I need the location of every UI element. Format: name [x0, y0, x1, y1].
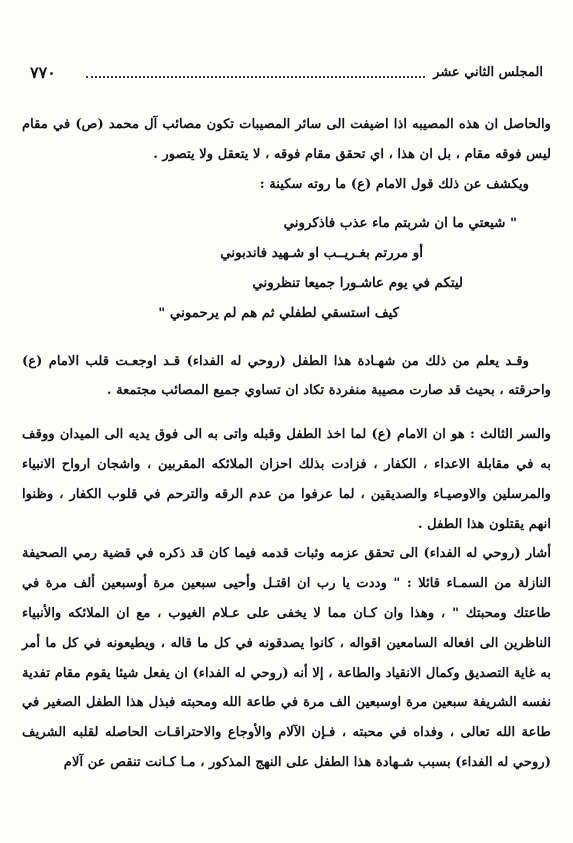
poem-line-1: " شيعتي ما ان شربتم ماء عذب فاذكروني	[283, 215, 517, 232]
poem-line-3: ليتكم في يوم عاشـورا جميعا تنظروني	[252, 274, 463, 291]
paragraph-3: وقـد يعلم من ذلك من شهـادة هذا الطفل (روحي له الفداء) قـد اوجعـت قلب الامام (ع) واحرقته ، بحيث قد صارت مصيبة منفردة تكاد ان تساوي جميع المصائب مجتمعة .	[22, 353, 551, 399]
page-header	[30, 60, 543, 84]
spacer	[22, 406, 551, 420]
poem-line-2: أو مررتم بغـريــب او شـهيد فاندبوني	[220, 245, 423, 262]
header-dotted-leader	[86, 66, 425, 78]
page-number: ٧٧٠	[30, 62, 56, 82]
page-body	[22, 110, 551, 778]
running-title: المجلس الثاني عشر	[433, 64, 543, 80]
poem-line-4: كيف استسقي لطفلي ثم هم لم يرحموني "	[158, 304, 399, 321]
paragraph-2: ويكشف عن ذلك قول الامام (ع) ما روته سكينة :	[259, 176, 529, 192]
paragraph-5: أشار (روحي له الفداء) الى تحقق عزمه وثبات قدمه فيما كان قد ذكره في قضية رمي الصحيفة النازلة من السمـاء قائلا : " وددت يا رب ان اقتـل وأحيى سبعين مرة أوسبعين ألف مرة في طاعتك ومحبتك " ، وهذا وان كـان مما لا يخفى على عـلام الغيوب ، مع ان الملائكه والأنبياء الناظرين الى افعاله السامعين اقواله ، كانوا يصدقونه في كل ما قاله ، ويطيعونه في كل ما أمر به غاية التصديق وكمال الانقياد والطاعة ، إلا أنه (روحي له الفداء) ان يفعل شيئا يقوم مقام تفدية نفسه الشريفة سبعين مرة اوسبعين الف مرة في طاعة الله ومحبته فبذل هذا الطفل الصغير في طاعة الله تعالى ، وفداه في محبته ، فـإن الآلام والأوجاع والاحتراقـات الحاصله لقلبه الشريف (روحي له الفداء) بسبب شـهادة هذا الطفل على النهج المذكور ، مـا كـانت تنقص عن آلام	[22, 546, 551, 770]
paragraph-4: والسر الثالث : هو ان الامام (ع) لما اخذ الطفل وقبله واتى به الى فوق يديه الى الميدان ووقف به في مقابلة الاعداء ، الكفار ، فزادت بذلك احزان الملائكه المقربين ، واشجان ارواح الانبياء والمرسلين والاوصيـاء والصديقين ، لما عرفوا من عدم الرقه والترحم في قلوب الكفار ، وظنوا انهم يقتلون هذا الطفل .	[22, 427, 551, 532]
paragraph-1: والحاصل ان هذه المصيبه اذا اضيفت الى سائر المصيبات تكون مصائب آل محمد (ص) في مقام ليس فوقه مقام ، بل ان هذا ، اي تحقق مقام فوقه ، لا يتعقل ولا يتصور .	[22, 117, 551, 162]
